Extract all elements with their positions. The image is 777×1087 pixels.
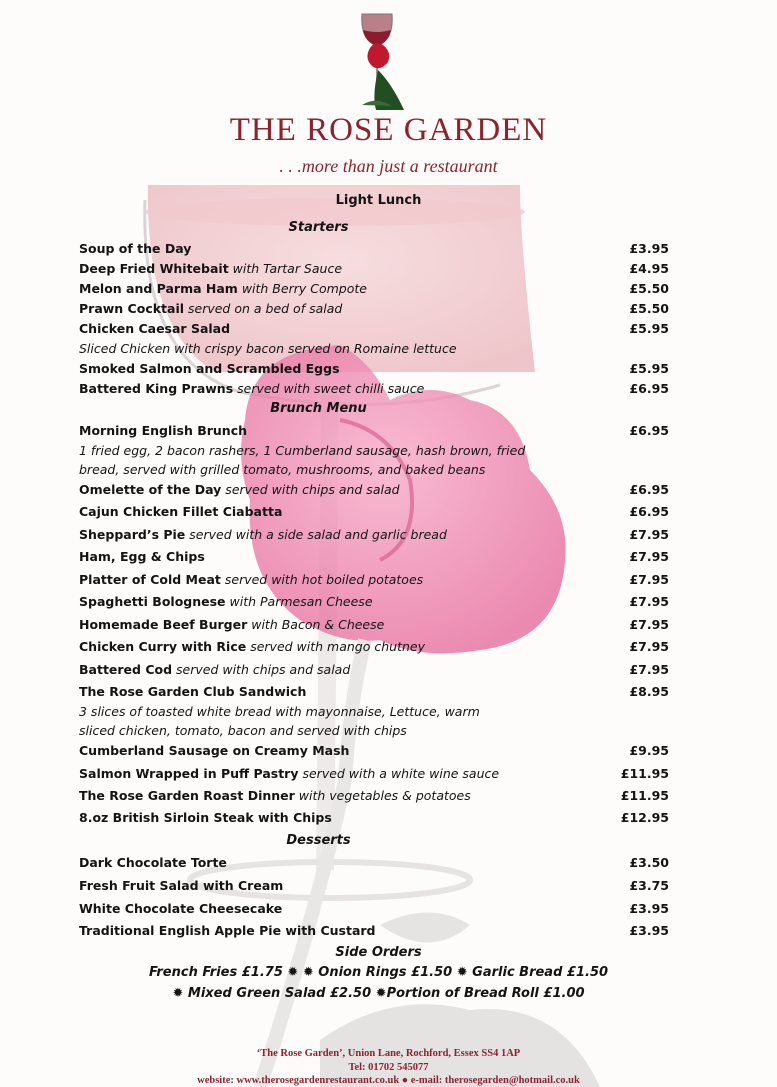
item-price: £11.95 — [620, 766, 669, 781]
item-desc: served with a side salad and garlic bread — [185, 527, 447, 542]
side-item-name: Garlic Bread — [472, 965, 563, 980]
item-desc: served with chips and salad — [221, 482, 400, 497]
section-side-orders-heading: Side Orders — [335, 945, 422, 960]
item-price: £7.95 — [629, 617, 669, 632]
tagline: . . .more than just a restaurant — [279, 156, 498, 176]
item-name: Ham, Egg & Chips — [79, 549, 205, 564]
menu-item-chicken-curry — [79, 637, 669, 656]
item-price: £12.95 — [620, 810, 669, 825]
item-desc: served with hot boiled potatoes — [220, 572, 424, 587]
menu-item-sirloin — [79, 808, 669, 827]
item-name: The Rose Garden Roast Dinner — [79, 788, 295, 803]
menu-item-melon — [79, 279, 669, 298]
item-name: Battered King Prawns — [79, 381, 234, 396]
item-note-caesar: Sliced Chicken with crispy bacon served on Romaine lettuce — [79, 341, 457, 356]
menu-item-cheesecake — [79, 899, 669, 918]
menu-item-sheppards-pie — [79, 525, 669, 544]
menu-item-prawn-cocktail — [79, 299, 669, 318]
item-note-club-2: sliced chicken, tomato, bacon and served with chips — [79, 723, 407, 738]
item-note-club-1: 3 slices of toasted white bread with mayonnaise, Lettuce, warm — [79, 704, 480, 719]
restaurant-name: THE ROSE GARDEN — [229, 112, 548, 148]
menu-item-battered-cod — [79, 660, 669, 679]
side-item-price: £1.75 — [241, 965, 283, 980]
item-note-morning-2: bread, served with grilled tomato, mushrooms, and baked beans — [79, 462, 486, 477]
menu-item-morning-brunch — [79, 421, 669, 440]
item-name: Deep Fried Whitebait — [79, 261, 229, 276]
footer-address: ‘The Rose Garden’, Union Lane, Rochford, Essex SS4 1AP — [256, 1048, 521, 1059]
menu-item-soup — [79, 239, 669, 258]
item-price: £6.95 — [629, 381, 669, 396]
item-name: Battered Cod — [79, 662, 173, 677]
item-name: Homemade Beef Burger — [79, 617, 248, 632]
menu-item-cold-meat — [79, 570, 669, 589]
menu-item-king-prawns — [79, 379, 669, 398]
item-name: Platter of Cold Meat — [79, 572, 221, 587]
section-starters-heading: Starters — [288, 220, 349, 235]
footer-telephone: Tel: 01702 545077 — [348, 1062, 429, 1073]
item-name: The Rose Garden Club Sandwich — [79, 684, 307, 699]
item-price: £3.95 — [629, 241, 669, 256]
side-orders-line-1 — [0, 965, 757, 980]
menu-item-caesar — [79, 319, 669, 338]
item-price: £6.95 — [629, 504, 669, 519]
logo-glass-rose-icon — [362, 14, 404, 110]
item-name: Cumberland Sausage on Creamy Mash — [79, 743, 350, 758]
item-desc: with Berry Compote — [237, 281, 367, 296]
item-desc: with Tartar Sauce — [228, 261, 343, 276]
menu-item-fruit-salad — [79, 876, 669, 895]
flower-separator-icon: ✹ — [456, 965, 468, 980]
item-price: £7.95 — [629, 639, 669, 654]
item-name: Prawn Cocktail — [79, 301, 185, 316]
item-price: £3.75 — [629, 878, 669, 893]
item-price: £3.50 — [629, 855, 669, 870]
item-desc: served on a bed of salad — [184, 301, 343, 316]
flower-separator-icon: ✹ — [302, 965, 314, 980]
item-name: White Chocolate Cheesecake — [79, 901, 283, 916]
flower-separator-icon: ✹ — [287, 965, 299, 980]
item-name: Smoked Salmon and Scrambled Eggs — [79, 361, 340, 376]
menu-item-chocolate-torte — [79, 853, 669, 872]
item-note-morning-1: 1 fried egg, 2 bacon rashers, 1 Cumberland sausage, hash brown, fried — [79, 443, 526, 458]
item-name: 8.oz British Sirloin Steak with Chips — [79, 810, 332, 825]
item-price: £8.95 — [629, 684, 669, 699]
menu-item-salmon-pastry — [79, 764, 669, 783]
item-desc: served with chips and salad — [172, 662, 351, 677]
item-name: Chicken Caesar Salad — [79, 321, 231, 336]
item-name: Spaghetti Bolognese — [79, 594, 226, 609]
side-item-name: Onion Rings — [318, 965, 407, 980]
item-name: Morning English Brunch — [79, 423, 248, 438]
side-item-price: £1.00 — [543, 986, 585, 1001]
item-price: £7.95 — [629, 572, 669, 587]
item-name: Chicken Curry with Rice — [79, 639, 247, 654]
menu-title: Light Lunch — [335, 193, 422, 208]
item-price: £5.50 — [629, 281, 669, 296]
side-item-price: £1.50 — [566, 965, 609, 980]
item-desc: with Parmesan Cheese — [225, 594, 373, 609]
item-name: Salmon Wrapped in Puff Pastry — [79, 766, 299, 781]
item-price: £3.95 — [629, 901, 669, 916]
item-price: £7.95 — [629, 549, 669, 564]
side-orders-line-2 — [0, 986, 757, 1001]
item-name: Omelette of the Day — [79, 482, 222, 497]
item-name: Fresh Fruit Salad with Cream — [79, 878, 284, 893]
side-item-price: £1.50 — [411, 965, 453, 980]
item-price: £5.50 — [629, 301, 669, 316]
section-desserts-heading: Desserts — [286, 833, 351, 848]
menu-item-roast-dinner — [79, 786, 669, 805]
item-price: £7.95 — [629, 527, 669, 542]
item-name: Cajun Chicken Fillet Ciabatta — [79, 504, 283, 519]
item-desc: served with mango chutney — [246, 639, 425, 654]
item-desc: served with a white wine sauce — [298, 766, 500, 781]
side-item-name: Portion of Bread Roll — [386, 986, 539, 1001]
menu-item-ham-egg-chips — [79, 547, 669, 566]
item-price: £7.95 — [629, 662, 669, 677]
item-desc: with vegetables & potatoes — [294, 788, 471, 803]
side-item-name: French Fries — [148, 965, 238, 980]
item-price: £9.95 — [629, 743, 669, 758]
menu-item-spaghetti — [79, 592, 669, 611]
item-price: £7.95 — [629, 594, 669, 609]
menu-item-omelette — [79, 480, 669, 499]
footer-contact: website: www.therosegardenrestaurant.co.uk ● e-mail: therosegarden@hotmail.co.uk — [197, 1075, 580, 1086]
menu-item-apple-pie — [79, 921, 669, 940]
menu-item-whitebait — [79, 259, 669, 278]
item-name: Dark Chocolate Torte — [79, 855, 227, 870]
item-price: £6.95 — [629, 482, 669, 497]
item-name: Traditional English Apple Pie with Custard — [79, 923, 376, 938]
side-item-price: £2.50 — [330, 986, 372, 1001]
item-price: £4.95 — [629, 261, 669, 276]
flower-separator-icon: ✹ — [375, 986, 387, 1001]
item-name: Melon and Parma Ham — [79, 281, 238, 296]
menu-item-cumberland — [79, 741, 669, 760]
item-desc: served with sweet chilli sauce — [233, 381, 425, 396]
menu-item-smoked-salmon — [79, 359, 669, 378]
menu-item-cajun-chicken — [79, 502, 669, 521]
menu-item-beef-burger — [79, 615, 669, 634]
item-price: £3.95 — [629, 923, 669, 938]
item-name: Sheppard’s Pie — [79, 527, 186, 542]
item-price: £6.95 — [629, 423, 669, 438]
item-name: Soup of the Day — [79, 241, 192, 256]
menu-item-club-sandwich — [79, 682, 669, 701]
side-item-name: Mixed Green Salad — [187, 986, 326, 1001]
section-brunch-heading: Brunch Menu — [270, 401, 367, 416]
item-desc: with Bacon & Cheese — [247, 617, 385, 632]
item-price: £5.95 — [629, 361, 669, 376]
flower-separator-icon: ✹ — [172, 986, 184, 1001]
item-price: £11.95 — [620, 788, 669, 803]
item-price: £5.95 — [629, 321, 669, 336]
